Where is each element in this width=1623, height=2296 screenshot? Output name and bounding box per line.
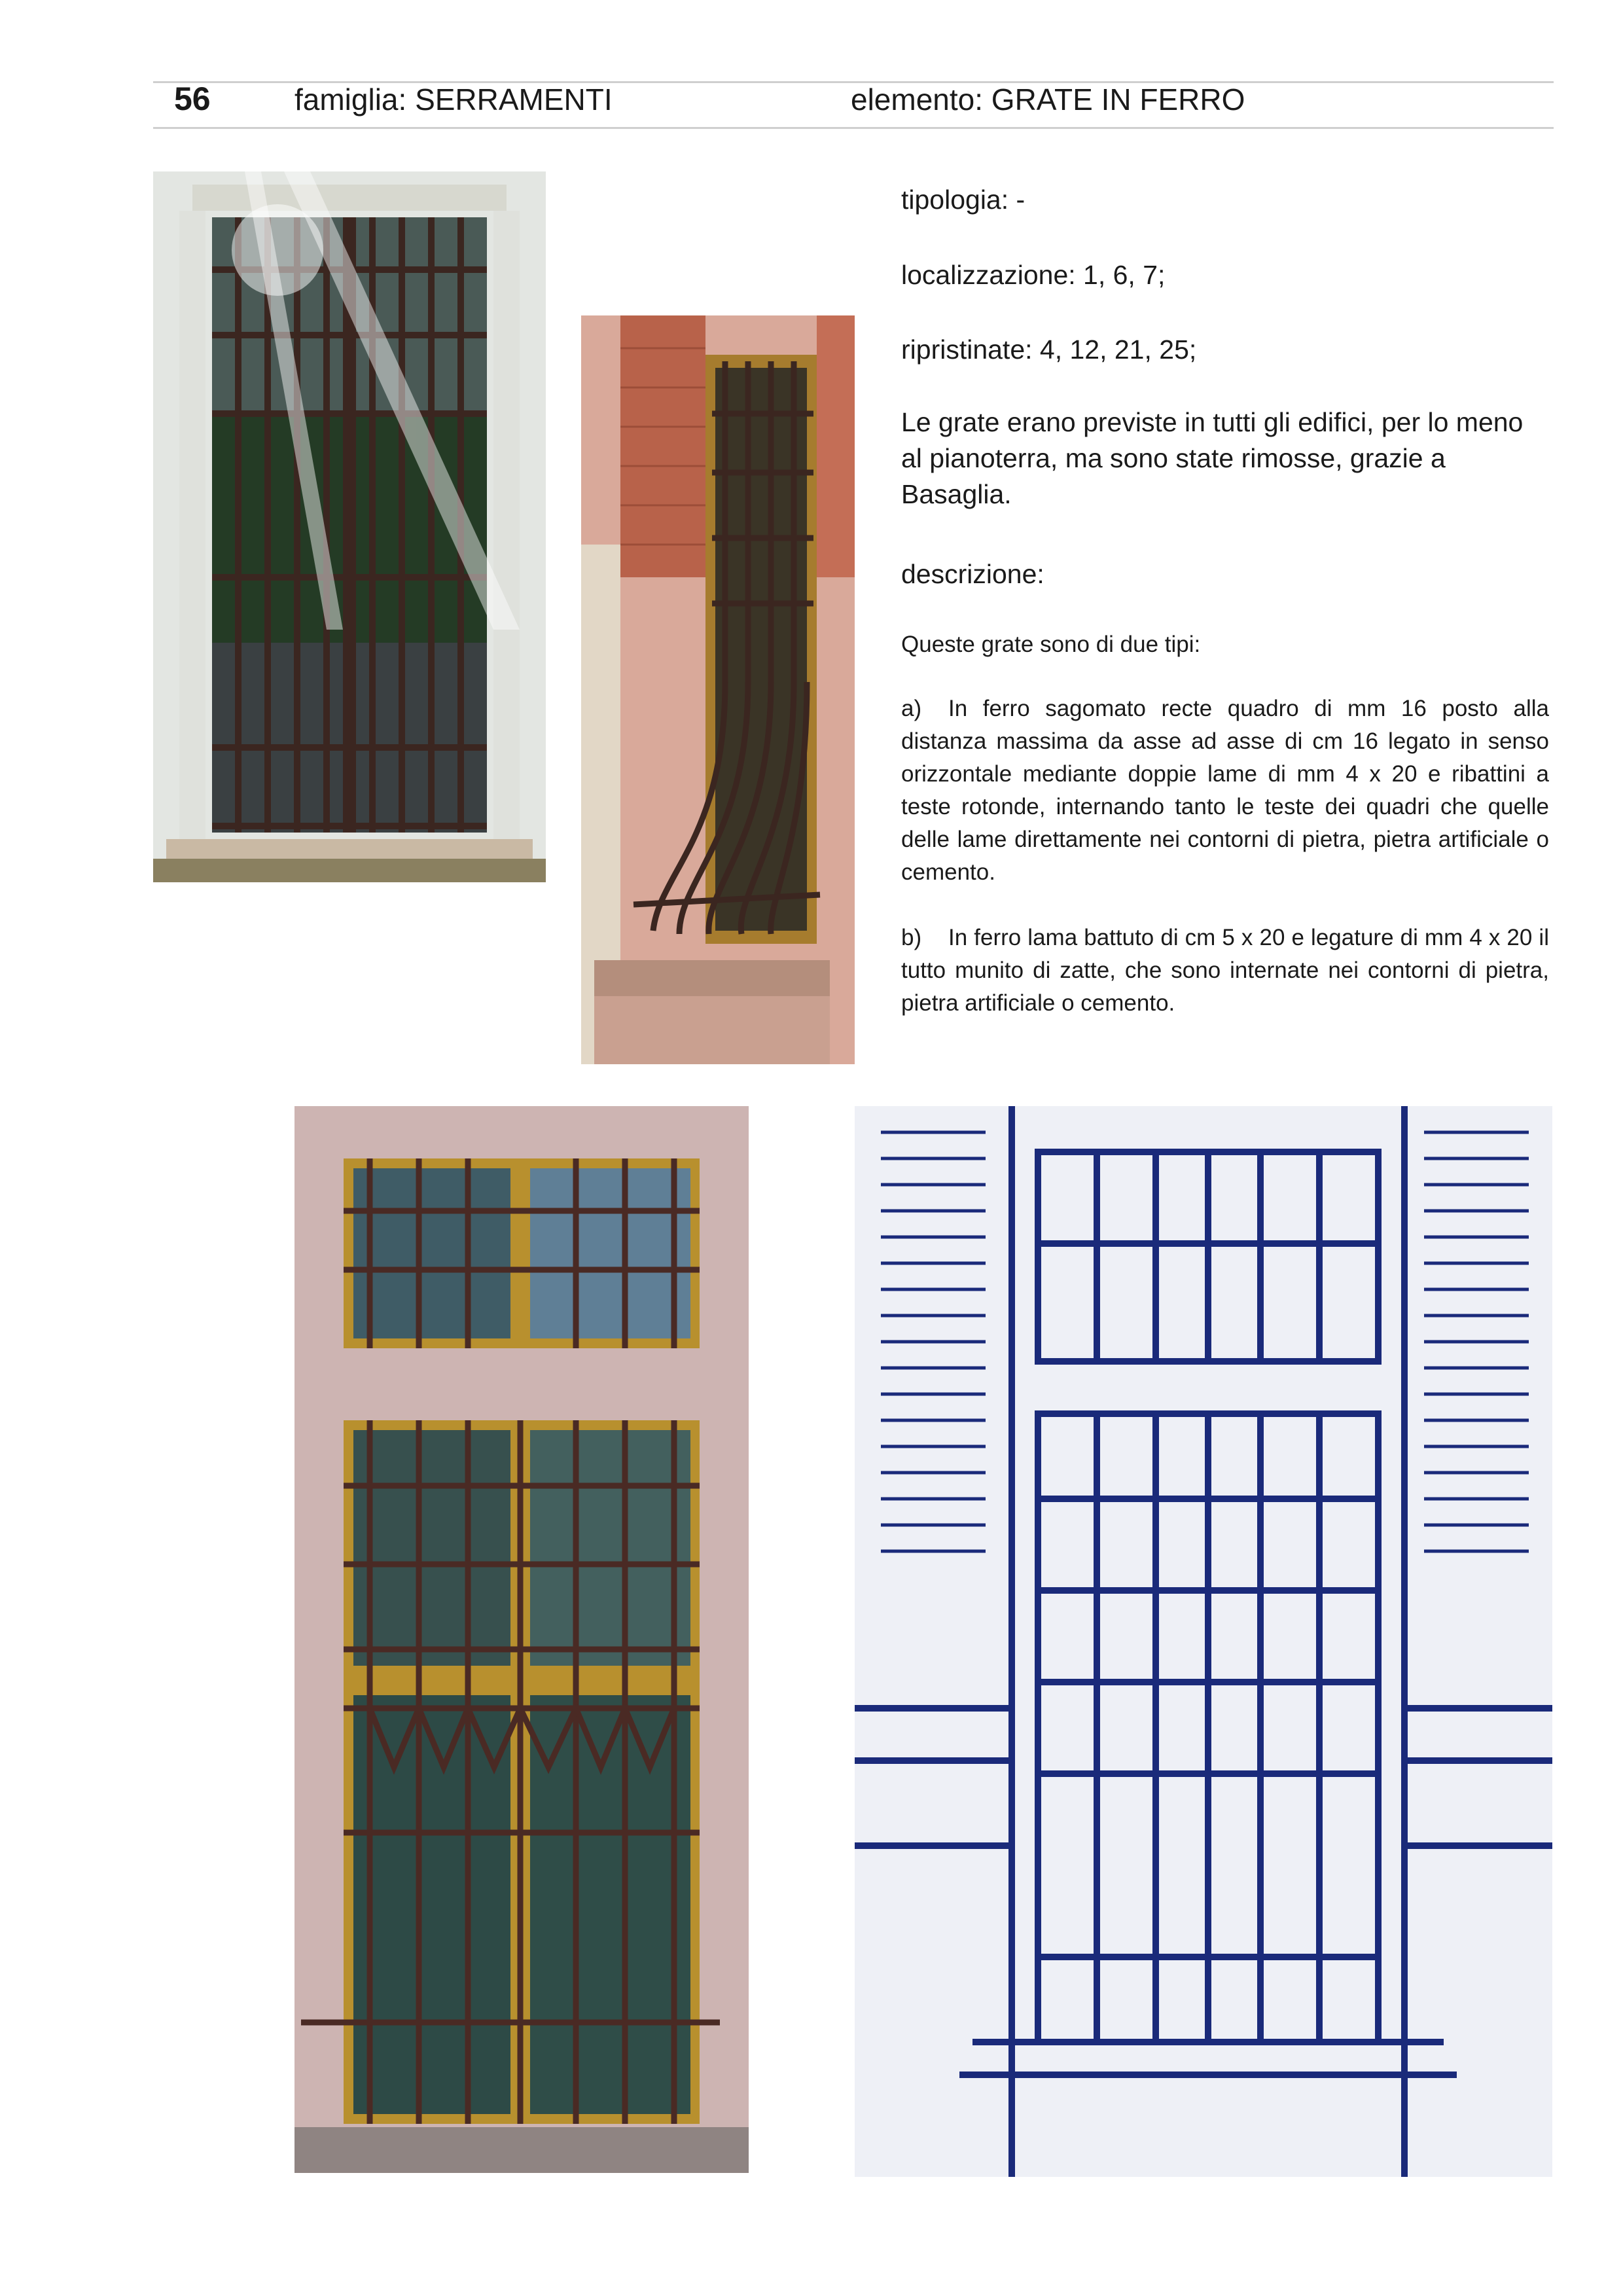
type-a-label: a) bbox=[901, 696, 922, 721]
page-number: 56 bbox=[174, 81, 211, 117]
type-b-text: In ferro lama battuto di cm 5 x 20 e legature di mm 4 x 20 il tutto munito di zatte, che sono internate nei contorni di pietra, pietra artificiale o cemento. bbox=[901, 925, 1549, 1016]
photo-window-grate-2 bbox=[581, 315, 855, 1064]
field-tipologia: tipologia: - bbox=[901, 185, 1026, 215]
types-intro: Queste grate sono di due tipi: bbox=[901, 632, 1201, 657]
descrizione-heading: descrizione: bbox=[901, 559, 1044, 589]
type-a-paragraph bbox=[901, 692, 1549, 889]
type-b-label: b) bbox=[901, 925, 922, 950]
photo-window-grate-3 bbox=[294, 1106, 749, 2173]
photo-window-grate-1 bbox=[153, 171, 546, 882]
type-b-paragraph bbox=[901, 922, 1549, 1020]
family-label: famiglia: SERRAMENTI bbox=[294, 82, 613, 117]
type-a-text: In ferro sagomato recte quadro di mm 16 posto alla distanza massima da asse ad asse di cm 16 legato in senso orizzontale mediante doppie lame di mm 4 x 20 e ribattini a teste rotonde, internando tanto le teste dei quadri che quelle delle lame direttamente nei contorni di pietra, pietra artificiale o cemento. bbox=[901, 696, 1549, 885]
field-localizzazione: localizzazione: 1, 6, 7; bbox=[901, 260, 1166, 290]
element-label: elemento: GRATE IN FERRO bbox=[851, 82, 1245, 117]
drawing-window-grate bbox=[855, 1106, 1552, 2177]
header-bottom-rule bbox=[153, 127, 1554, 129]
field-ripristinate: ripristinate: 4, 12, 21, 25; bbox=[901, 334, 1197, 365]
intro-paragraph: Le grate erano previste in tutti gli edifici, per lo meno al pianoterra, ma sono state rimosse, grazie a Basaglia. bbox=[901, 407, 1524, 509]
